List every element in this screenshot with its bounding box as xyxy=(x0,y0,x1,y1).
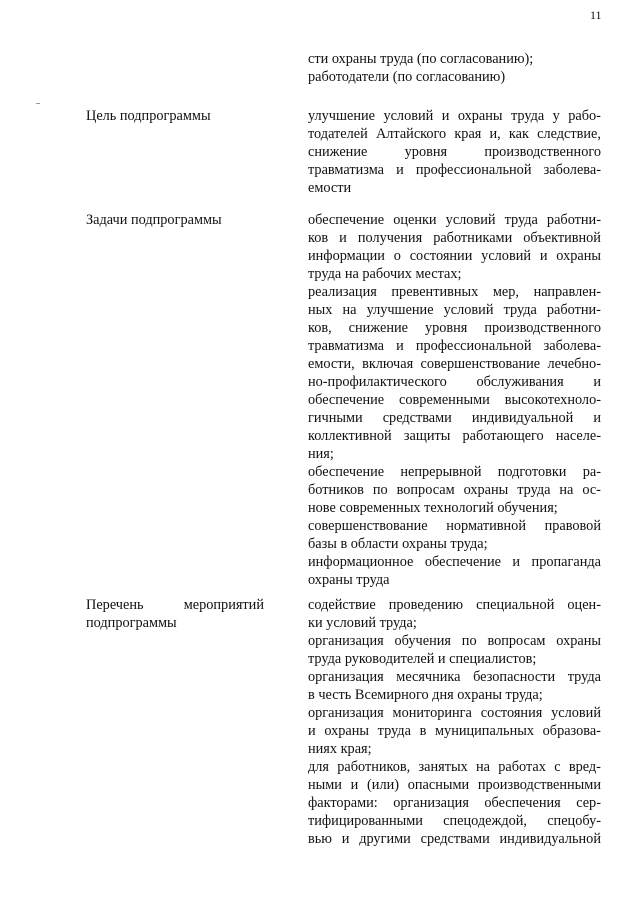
text-line: ки условий труда; xyxy=(308,615,417,631)
label-word: мероприятий xyxy=(183,597,264,613)
word: правовой xyxy=(544,518,601,534)
word: получения xyxy=(357,230,423,246)
word: на xyxy=(476,759,491,775)
word: условий xyxy=(551,705,601,721)
word: по xyxy=(372,482,388,498)
label-line: Задачи подпрограммы xyxy=(86,212,222,228)
word: информационное xyxy=(308,554,414,570)
page-number: 11 xyxy=(590,8,602,22)
word: условий xyxy=(481,248,532,264)
word: травматизма xyxy=(308,338,384,354)
text-line: базы в области охраны труда; xyxy=(308,536,488,552)
word: совершенствование xyxy=(308,518,428,534)
word: совершенствование xyxy=(420,356,541,372)
text-line xyxy=(308,704,601,722)
word: объективной xyxy=(523,230,601,246)
text-line xyxy=(308,776,601,794)
text-line xyxy=(308,125,601,143)
goal-label xyxy=(86,107,264,125)
word: спецобу- xyxy=(547,813,601,829)
word: охраны xyxy=(556,248,601,264)
word: рабо- xyxy=(568,108,601,124)
word: состоянии xyxy=(409,248,473,264)
text-line xyxy=(308,143,601,161)
word: сер- xyxy=(576,795,601,811)
word: спецодеждой, xyxy=(443,813,528,829)
word: условий xyxy=(443,302,494,318)
text-line xyxy=(308,596,601,614)
word: и xyxy=(512,554,521,570)
text-line xyxy=(308,107,601,125)
word: современными xyxy=(399,392,490,408)
word: обеспечения xyxy=(484,795,561,811)
word: опасными xyxy=(407,777,470,793)
text-line: труда руководителей и специалистов; xyxy=(308,651,537,667)
word: работниками xyxy=(433,230,513,246)
word: коллективной xyxy=(308,428,392,444)
word: труда xyxy=(567,669,601,685)
word: индивидуальной xyxy=(471,410,574,426)
word: работни- xyxy=(546,302,601,318)
word: работников, xyxy=(337,759,411,775)
text-line xyxy=(308,161,601,179)
text-line: нове современных технологий обучения; xyxy=(308,500,558,516)
word: состояния xyxy=(480,705,543,721)
text-line: сти охраны труда (по согласованию); xyxy=(308,51,534,67)
word: на xyxy=(559,482,574,498)
goal-text xyxy=(308,107,601,197)
word: подготовки xyxy=(497,464,567,480)
word: содействие xyxy=(308,597,376,613)
word: обеспечение xyxy=(308,392,385,408)
word: организация xyxy=(308,705,384,721)
word: средствами xyxy=(382,410,452,426)
word: ботников xyxy=(308,482,364,498)
word: тифицированными xyxy=(308,813,423,829)
text-line xyxy=(308,668,601,686)
text-line xyxy=(308,373,601,391)
word: организация xyxy=(308,633,384,649)
word: на xyxy=(342,302,357,318)
continuation-text xyxy=(308,50,601,86)
word: травматизма xyxy=(308,162,384,178)
word: улучшение xyxy=(366,302,434,318)
word: направлен- xyxy=(533,284,601,300)
word: труда xyxy=(510,108,545,124)
word: непрерывной xyxy=(400,464,482,480)
word: и xyxy=(339,230,347,246)
word: охраны xyxy=(463,482,509,498)
word: профессиональной xyxy=(415,162,532,178)
text-line xyxy=(308,830,601,848)
text-line xyxy=(308,319,601,337)
word: с xyxy=(554,759,561,775)
word: месячника xyxy=(396,669,461,685)
word: в xyxy=(419,723,427,739)
word: обслуживания xyxy=(476,374,564,390)
word: высокотехноло- xyxy=(504,392,601,408)
word: и, xyxy=(489,126,501,142)
word: другими xyxy=(359,831,411,847)
scan-mark xyxy=(36,103,40,104)
word: организация xyxy=(393,795,469,811)
word: уровня xyxy=(424,320,468,336)
word: профессиональной xyxy=(415,338,532,354)
word: проведению xyxy=(388,597,464,613)
word: и xyxy=(539,248,548,264)
word: по xyxy=(461,633,477,649)
word: труда xyxy=(377,723,411,739)
word: обеспечение xyxy=(308,464,385,480)
word: заболева- xyxy=(543,162,601,178)
word: как xyxy=(508,126,529,142)
word: емости, xyxy=(308,356,355,372)
word: ра- xyxy=(582,464,601,480)
word: производственными xyxy=(477,777,601,793)
word: оценки xyxy=(393,212,437,228)
text-line xyxy=(308,632,601,650)
word: (или) xyxy=(367,777,399,793)
word: вред- xyxy=(568,759,601,775)
text-line xyxy=(308,247,601,265)
word: условий xyxy=(445,212,496,228)
word: и xyxy=(350,777,359,793)
word: заболева- xyxy=(543,338,601,354)
word: муниципальных xyxy=(435,723,534,739)
word: охраны xyxy=(324,723,370,739)
word: обеспечение xyxy=(424,554,501,570)
word: тодателей xyxy=(308,126,368,142)
word: средствами xyxy=(420,831,490,847)
label-word: Перечень xyxy=(86,597,144,613)
word: факторами: xyxy=(308,795,378,811)
word: ос- xyxy=(582,482,601,498)
word: условий xyxy=(383,108,434,124)
text-line xyxy=(308,812,601,830)
word: снижение xyxy=(308,144,368,160)
word: и xyxy=(396,338,404,354)
text-line xyxy=(308,229,601,247)
label-line: Цель подпрограммы xyxy=(86,108,211,124)
word: и xyxy=(396,162,404,178)
word: уровня xyxy=(404,144,448,160)
word: индивидуальной xyxy=(499,831,601,847)
word: и xyxy=(308,723,316,739)
text-line xyxy=(308,722,601,740)
text-line xyxy=(308,409,601,427)
word: труда xyxy=(504,212,538,228)
text-line: ниях края; xyxy=(308,741,372,757)
word: пропаганда xyxy=(531,554,601,570)
word: образова- xyxy=(542,723,601,739)
word: но-профилактического xyxy=(308,374,447,390)
word: обучения xyxy=(394,633,451,649)
word: охраны xyxy=(556,633,601,649)
word: и xyxy=(441,108,450,124)
text-line xyxy=(308,463,601,481)
tasks-label xyxy=(86,211,264,229)
word: и xyxy=(341,831,350,847)
word: обеспечение xyxy=(308,212,385,228)
text-line xyxy=(308,355,601,373)
word: оцен- xyxy=(567,597,601,613)
word: лечебно- xyxy=(547,356,601,372)
text-line xyxy=(308,794,601,812)
word: нормативной xyxy=(446,518,526,534)
word: производственного xyxy=(484,320,601,336)
text-line xyxy=(308,301,601,319)
word: организация xyxy=(308,669,384,685)
word: вью xyxy=(308,831,332,847)
text-line xyxy=(308,553,601,571)
text-line: ния; xyxy=(308,446,334,462)
text-line: работодатели (по согласованию) xyxy=(308,69,506,85)
word: информации xyxy=(308,248,385,264)
word: защиты xyxy=(403,428,451,444)
word: реализация xyxy=(308,284,377,300)
word: труда xyxy=(517,482,551,498)
text-line: охраны труда xyxy=(308,572,390,588)
word: безопасности xyxy=(473,669,556,685)
word: вопросам xyxy=(487,633,546,649)
word: ков xyxy=(308,230,329,246)
text-line xyxy=(308,391,601,409)
word: и xyxy=(593,410,601,426)
word: вопросам xyxy=(396,482,455,498)
word: улучшение xyxy=(308,108,375,124)
word: и xyxy=(593,374,601,390)
text-line xyxy=(308,337,601,355)
word: края xyxy=(454,126,482,142)
word: следствие, xyxy=(537,126,601,142)
word: работах xyxy=(498,759,546,775)
measures-text xyxy=(308,596,601,848)
text-line xyxy=(308,211,601,229)
word: у xyxy=(552,108,560,124)
word: превентивных xyxy=(391,284,479,300)
word: снижение xyxy=(348,320,408,336)
word: работающего xyxy=(462,428,544,444)
word: ных xyxy=(308,302,333,318)
measures-label xyxy=(86,596,264,632)
tasks-text xyxy=(308,211,601,589)
word: о xyxy=(393,248,401,264)
text-line xyxy=(308,517,601,535)
text-line xyxy=(308,481,601,499)
word: включая xyxy=(362,356,414,372)
word: специальной xyxy=(476,597,555,613)
word: ков, xyxy=(308,320,332,336)
text-line xyxy=(308,427,601,445)
label-line xyxy=(86,596,264,614)
text-line: емости xyxy=(308,180,352,196)
word: гичными xyxy=(308,410,363,426)
word: населе- xyxy=(555,428,601,444)
word: работни- xyxy=(546,212,601,228)
word: занятых xyxy=(418,759,468,775)
word: мониторинга xyxy=(392,705,472,721)
text-line: в честь Всемирного дня охраны труда; xyxy=(308,687,543,703)
word: производственного xyxy=(484,144,601,160)
word: ными xyxy=(308,777,342,793)
text-line xyxy=(308,758,601,776)
text-line xyxy=(308,283,601,301)
word: мер, xyxy=(492,284,519,300)
word: труда xyxy=(503,302,537,318)
word: охраны xyxy=(457,108,503,124)
text-line: труда на рабочих местах; xyxy=(308,266,462,282)
word: для xyxy=(308,759,329,775)
word: Алтайского xyxy=(375,126,447,142)
label-line: подпрограммы xyxy=(86,615,177,631)
